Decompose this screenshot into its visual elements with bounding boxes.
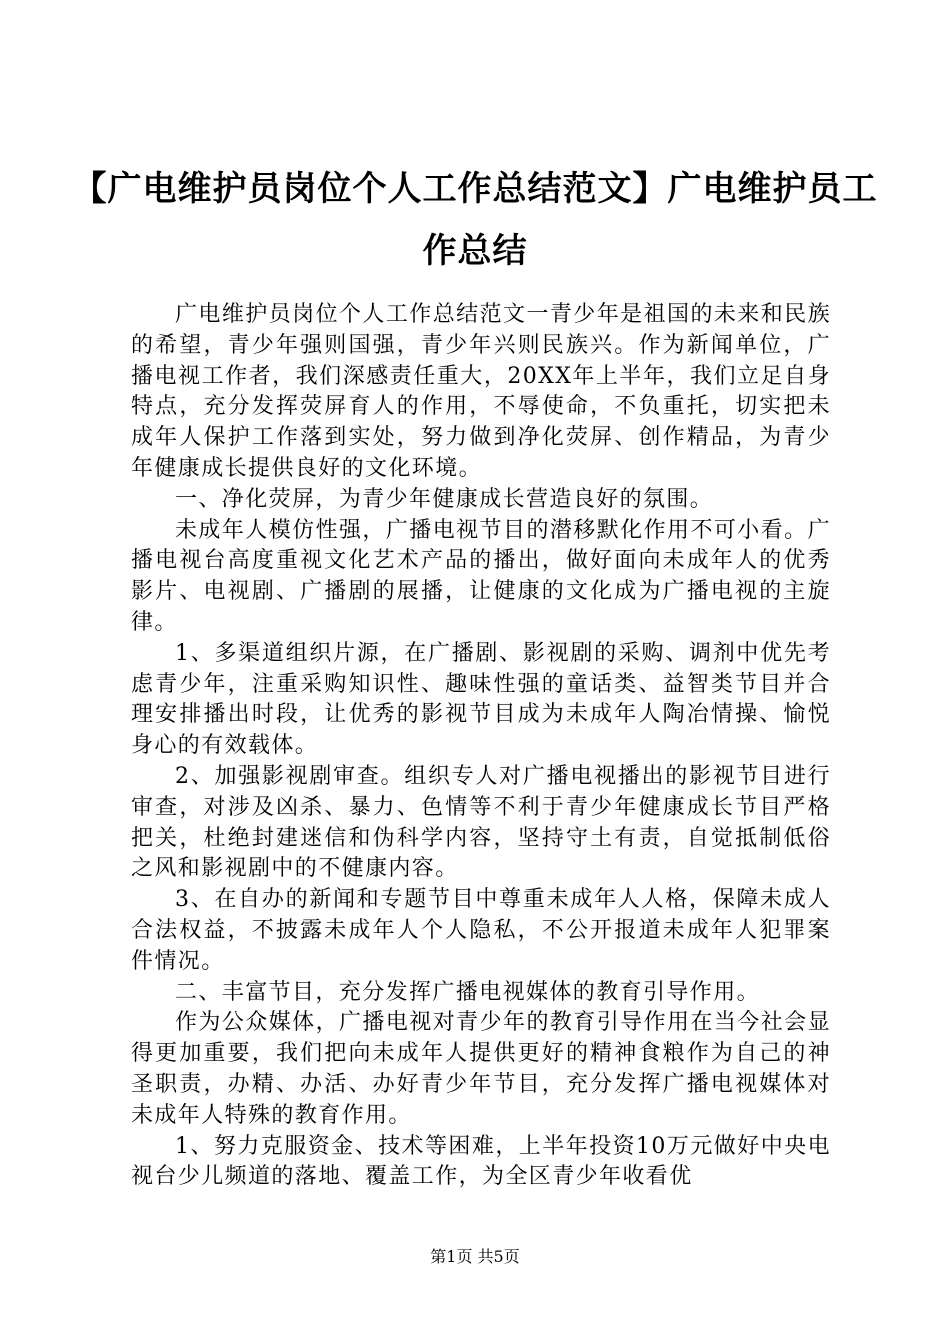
section-heading-1: 一、净化荧屏，为青少年健康成长营造良好的氛围。 (175, 486, 714, 512)
paragraph: 作为公众媒体，广播电视对青少年的教育引导作用在当今社会显得更加重要，我们把向未成年人提供更好的精神食粮作为自己的神圣职责，办精、办活、办好青少年节目，充分发挥广播电视媒体对未成年人特殊的教育作用。 (131, 1010, 831, 1128)
paragraph: 未成年人模仿性强，广播电视节目的潜移默化作用不可小看。广播电视台高度重视文化艺术产品的播出，做好面向未成年人的优秀影片、电视剧、广播剧的展播，让健康的文化成为广播电视的主旋律。 (131, 517, 831, 635)
document-title: 【广电维护员岗位个人工作总结范文】广电维护员工作总结 (72, 169, 878, 271)
list-item: 1、多渠道组织片源，在广播剧、影视剧的采购、调剂中优先考虑青少年，注重采购知识性、趣味性强的童话类、益智类节目并合理安排播出时段，让优秀的影视节目成为未成年人陶冶情操、愉悦身心的有效载体。 (131, 640, 831, 759)
section-heading-2: 二、丰富节目，充分发挥广播电视媒体的教育引导作用。 (175, 979, 761, 1005)
list-item: 3、在自办的新闻和专题节目中尊重未成年人人格，保障未成人合法权益，不披露未成年人个人隐私，不公开报道未成年人犯罪案件情况。 (131, 887, 831, 974)
list-item: 1、努力克服资金、技术等困难，上半年投资10万元做好中央电视台少儿频道的落地、覆盖工作，为全区青少年收看优 (131, 1133, 831, 1190)
document-body (131, 300, 831, 1193)
page-number-footer: 第1页 共5页 (430, 1247, 520, 1266)
paragraph-intro: 广电维护员岗位个人工作总结范文一青少年是祖国的未来和民族的希望，青少年强则国强，青少年兴则民族兴。作为新闻单位，广播电视工作者，我们深感责任重大，20XX年上半年，我们立足自身特点，充分发挥荧屏育人的作用，不辱使命，不负重托，切实把未成年人保护工作落到实处，努力做到净化荧屏、创作精品，为青少年健康成长提供良好的文化环境。 (131, 302, 831, 481)
list-item: 2、加强影视剧审查。组织专人对广播电视播出的影视节目进行审查，对涉及凶杀、暴力、色情等不利于青少年健康成长节目严格把关，杜绝封建迷信和伪科学内容，坚持守土有责，自觉抵制低俗之风和影视剧中的不健康内容。 (131, 763, 831, 882)
